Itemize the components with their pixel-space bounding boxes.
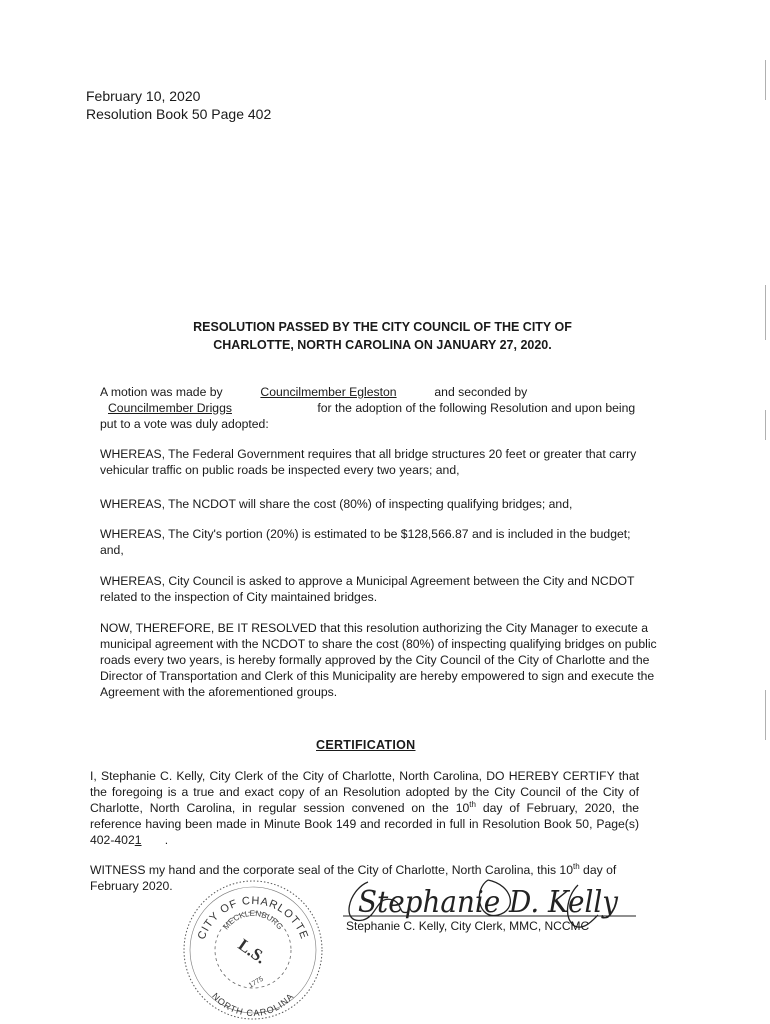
- resolution-title: [120, 318, 645, 354]
- certification-body: [90, 768, 639, 848]
- seal-center-text: L.S.: [234, 935, 270, 968]
- cert-end: .: [164, 833, 169, 847]
- motion-paragraph: [100, 384, 670, 432]
- witness-text-2: day of February 2020.: [90, 863, 617, 893]
- whereas-3: WHEREAS, The City's portion (20%) is estimated to be $128,566.87 and is included in the budget; and,: [100, 527, 631, 557]
- document-header: [86, 87, 271, 123]
- certification-heading: CERTIFICATION: [316, 738, 416, 752]
- signature-handwriting: Stephanie D. Kelly: [358, 885, 619, 920]
- signature-name-line: Stephanie C. Kelly, City Clerk, MMC, NCCMC: [346, 919, 590, 933]
- scan-edge-mark: [765, 60, 766, 100]
- whereas-1: WHEREAS, The Federal Government requires that all bridge structures 20 feet or greater that carry vehicular traffic on public roads be inspected every two years; and,: [100, 447, 637, 477]
- title-line-2: CHARLOTTE, NORTH CAROLINA ON JANUARY 27, 2020.: [213, 338, 552, 352]
- scan-edge-mark: [765, 285, 766, 340]
- cert-text-2: day of February, 2020, the reference having been made in Minute Book 149 and recorded in full in Resolution Book 50, Page(s) 402-402: [90, 801, 640, 847]
- cert-page-suffix: 1: [134, 833, 142, 847]
- cert-sup-1: th: [469, 799, 476, 809]
- witness-text-1: WITNESS my hand and the corporate seal of the City of Charlotte, North Carolina, this 10: [90, 863, 573, 877]
- motion-seconder: Councilmember Driggs: [108, 401, 232, 415]
- witness-sup: th: [573, 861, 580, 871]
- motion-suffix-line1: for the adoption of the following Resolution and upon being: [317, 401, 636, 415]
- svg-text:NORTH CAROLINA: [210, 991, 296, 1018]
- title-line-1: RESOLUTION PASSED BY THE CITY COUNCIL OF THE CITY OF: [193, 320, 572, 334]
- scan-edge-mark: [765, 410, 766, 440]
- whereas-4: WHEREAS, City Council is asked to approve a Municipal Agreement between the City and NCDOT related to the inspection of City maintained bridges.: [100, 574, 635, 604]
- motion-mover: Councilmember Egleston: [260, 385, 397, 399]
- seal-bottom-text: NORTH CAROLINA: [210, 990, 296, 1019]
- cert-text-1: I, Stephanie C. Kelly, City Clerk of the City of Charlotte, North Carolina, DO HEREBY CERTIFY that the foregoing is a true and exact copy of an Resolution adopted by the City Council of the City of Charlotte, North Carolina, in regular session convened on the 10: [90, 769, 639, 815]
- seal-top-text: CITY OF CHARLOTTE: [195, 894, 311, 942]
- resolved-clause: NOW, THEREFORE, BE IT RESOLVED that this resolution authorizing the City Manager to execute a municipal agreement with the NCDOT to share the cost (80%) of inspecting qualifying bridges on public roads every two years, is hereby formally approved by the City Council of the City of Charlotte and the Director of Transportation and Clerk of this Municipality are hereby empowered to sign and execute the Agreement with the aforementioned groups.: [100, 621, 657, 699]
- whereas-2: WHEREAS, The NCDOT will share the cost (80%) of inspecting qualifying bridges; and,: [100, 497, 573, 511]
- header-resolution-ref: Resolution Book 50 Page 402: [86, 106, 272, 122]
- city-seal-icon: [180, 877, 326, 1023]
- seal-inner-text: MECKLENBURG: [221, 908, 285, 932]
- scan-edge-mark: [765, 690, 766, 740]
- header-date: February 10, 2020: [86, 88, 201, 104]
- motion-suffix-line2: put to a vote was duly adopted:: [100, 417, 269, 431]
- motion-prefix: A motion was made by: [100, 385, 223, 399]
- seal-year: 1775: [247, 975, 265, 990]
- motion-seconded: and seconded by: [434, 385, 528, 399]
